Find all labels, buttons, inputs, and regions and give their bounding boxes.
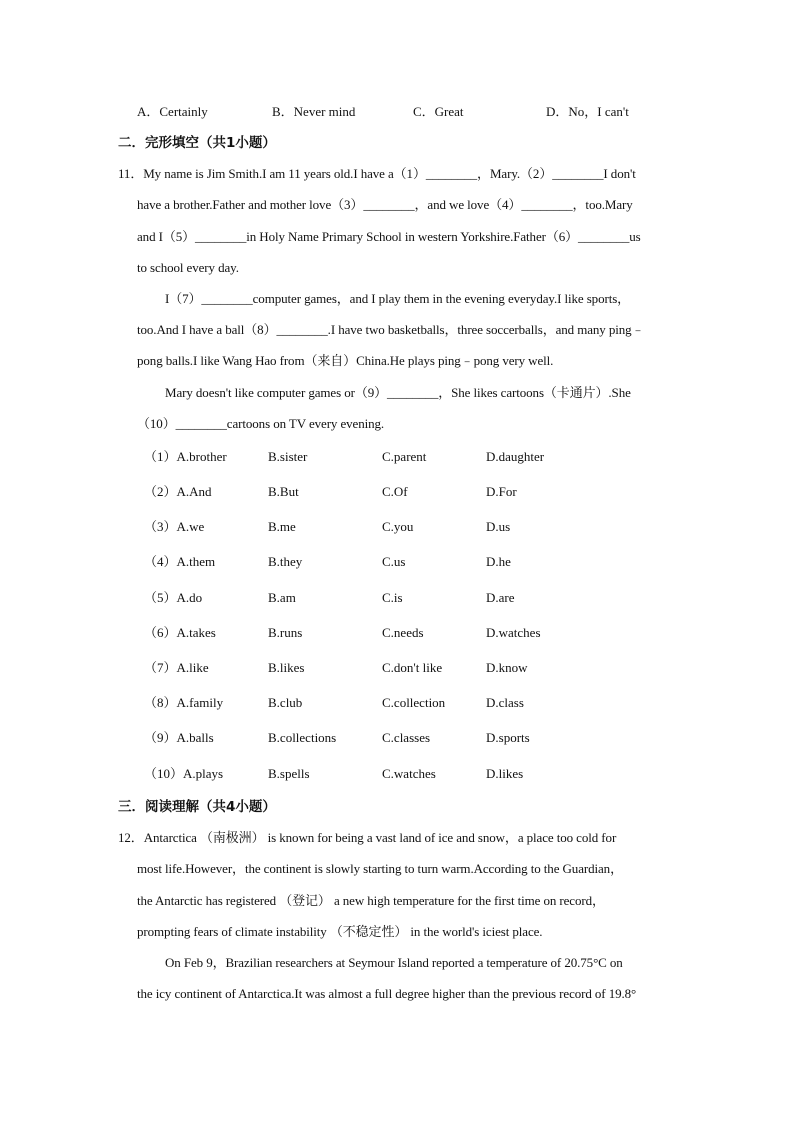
- option-a[interactable]: （3）A.we: [144, 519, 205, 534]
- passage-line: and I（5）________in Holy Name Primary School in western Yorkshire.Father（6）________us: [137, 229, 641, 244]
- option-b[interactable]: B.club: [268, 695, 303, 710]
- option-d[interactable]: D．No，I can't: [546, 104, 629, 119]
- passage-line: to school every day.: [137, 260, 239, 275]
- passage-line: Mary doesn't like computer games or（9）________，She likes cartoons（卡通片）.She: [165, 385, 631, 400]
- option-b[interactable]: B.But: [268, 484, 299, 499]
- passage-line: On Feb 9，Brazilian researchers at Seymour Island reported a temperature of 20.75°C on: [165, 955, 623, 970]
- passage-line: 12．Antarctica （南极洲） is known for being a vast land of ice and snow，a place too cold for: [118, 830, 617, 845]
- passage-line: prompting fears of climate instability （不稳定性） in the world's iciest place.: [137, 924, 543, 939]
- passage-line: the icy continent of Antarctica.It was almost a full degree higher than the previous record of 19.8°: [137, 986, 637, 1001]
- option-c[interactable]: C.you: [382, 519, 414, 534]
- option-row: [0, 765, 794, 783]
- option-b[interactable]: B.me: [268, 519, 296, 534]
- option-c[interactable]: C.classes: [382, 730, 431, 745]
- option-b[interactable]: B.runs: [268, 625, 303, 640]
- option-c[interactable]: C.collection: [382, 695, 446, 710]
- option-row: [0, 694, 794, 712]
- previous-question-options: [0, 103, 794, 121]
- option-d[interactable]: D.sports: [486, 730, 530, 745]
- option-d[interactable]: D.us: [486, 519, 511, 534]
- option-d[interactable]: D.class: [486, 695, 524, 710]
- option-c[interactable]: C.is: [382, 590, 403, 605]
- option-d[interactable]: D.know: [486, 660, 528, 675]
- option-b[interactable]: B.they: [268, 554, 303, 569]
- option-row: [0, 624, 794, 642]
- option-b[interactable]: B．Never mind: [272, 104, 356, 119]
- section-heading-cloze: 二．完形填空（共1小题）: [118, 135, 276, 151]
- option-b[interactable]: B.collections: [268, 730, 337, 745]
- option-row: [0, 448, 794, 466]
- section-heading-reading: 三．阅读理解（共4小题）: [118, 799, 276, 815]
- option-d[interactable]: D.he: [486, 554, 511, 569]
- option-a[interactable]: （8）A.family: [144, 695, 224, 710]
- option-a[interactable]: （10）A.plays: [144, 766, 224, 781]
- passage-line: have a brother.Father and mother love（3）________，and we love（4）________，too.Mary: [137, 197, 633, 212]
- option-row: [0, 729, 794, 747]
- option-row: [0, 518, 794, 536]
- option-row: [0, 589, 794, 607]
- passage-line: （10）________cartoons on TV every evening.: [137, 416, 385, 431]
- option-d[interactable]: D.likes: [486, 766, 524, 781]
- option-c[interactable]: C.don't like: [382, 660, 443, 675]
- option-c[interactable]: C.needs: [382, 625, 424, 640]
- option-a[interactable]: （1）A.brother: [144, 449, 227, 464]
- option-d[interactable]: D.watches: [486, 625, 541, 640]
- option-d[interactable]: D.For: [486, 484, 517, 499]
- option-c[interactable]: C．Great: [413, 104, 464, 119]
- option-c[interactable]: C.us: [382, 554, 406, 569]
- option-a[interactable]: （6）A.takes: [144, 625, 216, 640]
- passage-line: pong balls.I like Wang Hao from（来自）China.He plays ping﹣pong very well.: [137, 353, 554, 368]
- option-d[interactable]: D.are: [486, 590, 515, 605]
- option-b[interactable]: B.sister: [268, 449, 308, 464]
- option-b[interactable]: B.am: [268, 590, 296, 605]
- option-a[interactable]: （2）A.And: [144, 484, 212, 499]
- option-b[interactable]: B.likes: [268, 660, 305, 675]
- passage-line: 11．My name is Jim Smith.I am 11 years old.I have a（1）________，Mary.（2）________I don't: [118, 166, 636, 181]
- option-row: [0, 553, 794, 571]
- option-a[interactable]: （9）A.balls: [144, 730, 214, 745]
- option-c[interactable]: C.parent: [382, 449, 427, 464]
- option-a[interactable]: （4）A.them: [144, 554, 216, 569]
- option-row: [0, 659, 794, 677]
- option-a[interactable]: （7）A.like: [144, 660, 209, 675]
- passage-line: most life.However，the continent is slowly starting to turn warm.According to the Guardian，: [137, 861, 623, 876]
- passage-line: the Antarctic has registered （登记） a new high temperature for the first time on record，: [137, 893, 605, 908]
- passage-line: too.And I have a ball（8）________.I have two basketballs，three soccerballs，and many ping﹣: [137, 322, 645, 337]
- option-row: [0, 483, 794, 501]
- option-d[interactable]: D.daughter: [486, 449, 545, 464]
- option-b[interactable]: B.spells: [268, 766, 310, 781]
- passage-line: I（7）________computer games，and I play them in the evening everyday.I like sports，: [165, 291, 631, 306]
- option-c[interactable]: C.watches: [382, 766, 436, 781]
- option-a[interactable]: A．Certainly: [137, 104, 208, 119]
- option-c[interactable]: C.Of: [382, 484, 408, 499]
- option-a[interactable]: （5）A.do: [144, 590, 203, 605]
